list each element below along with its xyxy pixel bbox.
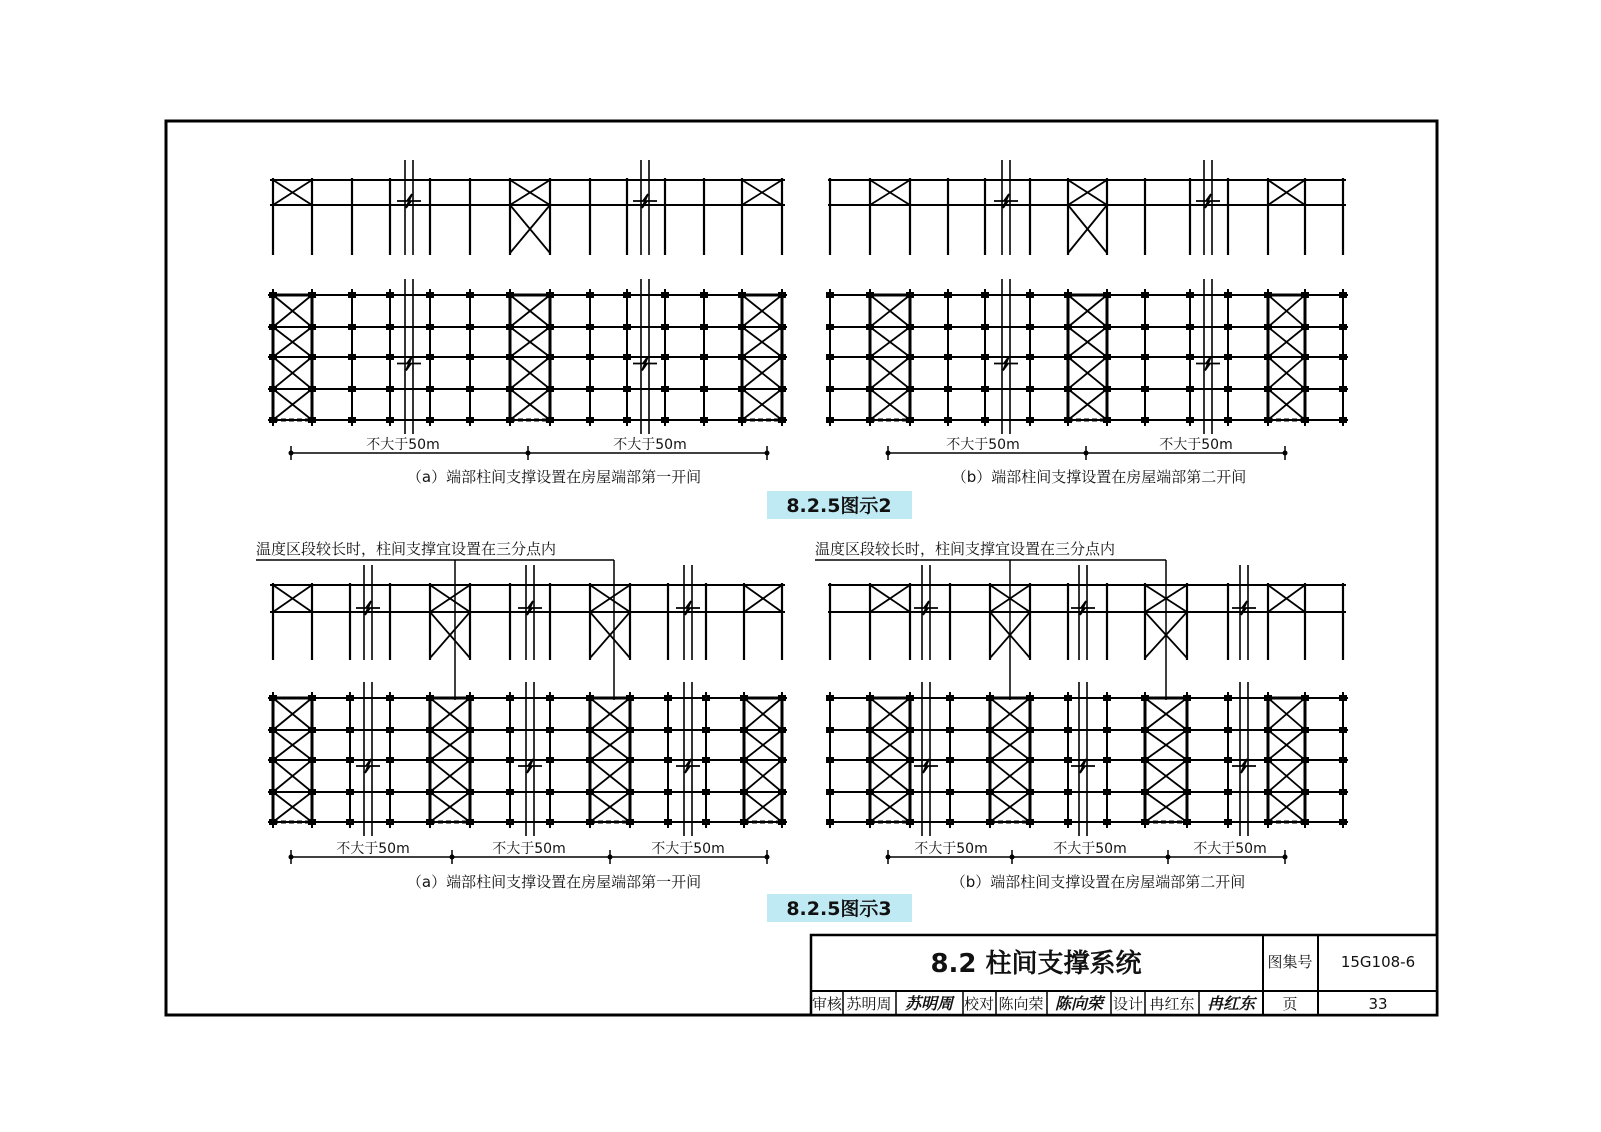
column-dot	[348, 417, 356, 423]
column-dot	[661, 324, 669, 330]
column-dot	[1026, 417, 1034, 423]
column-dot	[826, 819, 834, 825]
checker-name: 陈向荣	[998, 995, 1044, 1013]
column-dot	[702, 819, 710, 825]
column-dot	[826, 695, 834, 701]
column-dot	[386, 789, 394, 795]
page-label: 页	[1282, 995, 1298, 1013]
column-dot	[700, 386, 708, 392]
column-dot	[1339, 789, 1347, 795]
column-dot	[1026, 386, 1034, 392]
column-dot	[346, 727, 354, 733]
title-block-title: 8.2 柱间支撑系统	[930, 949, 1142, 979]
dimension-dot	[886, 451, 891, 456]
column-dot	[466, 292, 474, 298]
diagram-fig2-a	[268, 160, 787, 460]
column-dot	[1224, 354, 1232, 360]
fig2-a-dim-2: 不大于50m	[613, 437, 687, 453]
fig3-b-dim-1: 不大于50m	[914, 841, 988, 857]
column-dot	[1224, 819, 1232, 825]
diagram-fig2-b	[826, 160, 1348, 460]
column-dot	[664, 727, 672, 733]
fig2-a-caption: （a）端部柱间支撑设置在房屋端部第一开间	[406, 468, 702, 486]
column-dot	[1141, 417, 1149, 423]
column-dot	[386, 324, 394, 330]
dimension-dot	[1166, 855, 1171, 860]
fig3-a-dim-2: 不大于50m	[492, 841, 566, 857]
sheet-frame	[166, 121, 1437, 1015]
column-dot	[661, 417, 669, 423]
column-dot	[506, 757, 514, 763]
column-dot	[664, 757, 672, 763]
column-dot	[702, 727, 710, 733]
fig2-b-dim-1: 不大于50m	[946, 437, 1020, 453]
dimension-dot	[765, 451, 770, 456]
review-label: 审核	[811, 995, 843, 1013]
break-zigzag	[518, 759, 542, 773]
column-dot	[664, 695, 672, 701]
column-dot	[661, 354, 669, 360]
column-dot	[1339, 695, 1347, 701]
break-zigzag	[633, 357, 657, 371]
column-dot	[346, 819, 354, 825]
fig3-label: 8.2.5图示3	[786, 898, 892, 920]
column-dot	[586, 324, 594, 330]
fig3-b-caption: （b）端部柱间支撑设置在房屋端部第二开间	[950, 873, 1246, 891]
column-dot	[1339, 354, 1347, 360]
column-dot	[1339, 417, 1347, 423]
column-dot	[623, 292, 631, 298]
fig3-a-dim-1: 不大于50m	[336, 841, 410, 857]
column-dot	[944, 324, 952, 330]
column-dot	[826, 727, 834, 733]
column-dot	[546, 819, 554, 825]
column-dot	[981, 354, 989, 360]
column-dot	[1064, 695, 1072, 701]
column-dot	[1224, 292, 1232, 298]
atlas-number: 15G108-6	[1340, 953, 1416, 971]
break-zigzag	[914, 759, 938, 773]
column-dot	[1141, 324, 1149, 330]
column-dot	[1186, 354, 1194, 360]
column-dot	[1064, 757, 1072, 763]
column-dot	[946, 727, 954, 733]
column-dot	[946, 819, 954, 825]
column-dot	[426, 354, 434, 360]
column-dot	[426, 417, 434, 423]
fig3-b-note: 温度区段较长时，柱间支撑宜设置在三分点内	[815, 540, 1116, 558]
column-dot	[623, 386, 631, 392]
check-label: 校对	[963, 995, 995, 1013]
column-dot	[946, 789, 954, 795]
column-dot	[386, 727, 394, 733]
design-label: 设计	[1112, 995, 1144, 1013]
column-dot	[546, 695, 554, 701]
column-dot	[1064, 789, 1072, 795]
column-dot	[426, 386, 434, 392]
column-dot	[586, 354, 594, 360]
column-dot	[946, 695, 954, 701]
column-dot	[546, 727, 554, 733]
column-dot	[506, 789, 514, 795]
column-dot	[826, 417, 834, 423]
break-zigzag	[356, 759, 380, 773]
column-dot	[661, 292, 669, 298]
column-dot	[386, 354, 394, 360]
column-dot	[1103, 695, 1111, 701]
dimension-dot	[1010, 855, 1015, 860]
column-dot	[386, 695, 394, 701]
fig3-b-dim-2: 不大于50m	[1053, 841, 1127, 857]
column-dot	[623, 417, 631, 423]
column-dot	[1064, 727, 1072, 733]
column-dot	[546, 757, 554, 763]
column-dot	[700, 292, 708, 298]
column-dot	[506, 695, 514, 701]
reviewer-name: 苏明周	[846, 995, 892, 1013]
column-dot	[1141, 292, 1149, 298]
dimension-dot	[765, 855, 770, 860]
column-dot	[1224, 757, 1232, 763]
column-dot	[426, 324, 434, 330]
diagram-fig3-a	[256, 560, 787, 864]
dimension-dot	[450, 855, 455, 860]
column-dot	[1026, 292, 1034, 298]
column-dot	[386, 819, 394, 825]
fig3-b-dim-3: 不大于50m	[1193, 841, 1267, 857]
column-dot	[348, 292, 356, 298]
break-zigzag	[1071, 759, 1095, 773]
column-dot	[1224, 324, 1232, 330]
designer-name: 冉红东	[1149, 995, 1195, 1013]
column-dot	[664, 819, 672, 825]
diagram-fig3-b	[815, 560, 1348, 864]
fig3-a-caption: （a）端部柱间支撑设置在房屋端部第一开间	[406, 873, 702, 891]
page-number: 33	[1368, 995, 1388, 1013]
dimension-dot	[1283, 451, 1288, 456]
column-dot	[546, 789, 554, 795]
column-dot	[1339, 819, 1347, 825]
column-dot	[466, 324, 474, 330]
dimension-dot	[1283, 855, 1288, 860]
reviewer-signature: 苏明周	[904, 994, 954, 1013]
column-dot	[1339, 324, 1347, 330]
column-dot	[346, 757, 354, 763]
column-dot	[466, 417, 474, 423]
fig3-a-note: 温度区段较长时，柱间支撑宜设置在三分点内	[256, 540, 557, 558]
column-dot	[826, 354, 834, 360]
column-dot	[1224, 727, 1232, 733]
column-dot	[981, 386, 989, 392]
break-zigzag	[397, 357, 421, 371]
column-dot	[1103, 819, 1111, 825]
column-dot	[1141, 386, 1149, 392]
column-dot	[348, 324, 356, 330]
column-dot	[700, 417, 708, 423]
column-dot	[981, 324, 989, 330]
fig2-b-caption: （b）端部柱间支撑设置在房屋端部第二开间	[951, 468, 1247, 486]
column-dot	[586, 386, 594, 392]
column-dot	[700, 324, 708, 330]
fig2-b-dim-2: 不大于50m	[1159, 437, 1233, 453]
column-dot	[702, 695, 710, 701]
column-dot	[386, 292, 394, 298]
column-dot	[944, 417, 952, 423]
dimension-dot	[289, 855, 294, 860]
column-dot	[661, 386, 669, 392]
column-dot	[1224, 695, 1232, 701]
column-dot	[826, 757, 834, 763]
dimension-dot	[1084, 451, 1089, 456]
column-dot	[1186, 324, 1194, 330]
column-dot	[1103, 727, 1111, 733]
column-dot	[506, 819, 514, 825]
break-zigzag	[1232, 759, 1256, 773]
column-dot	[1224, 386, 1232, 392]
column-dot	[466, 386, 474, 392]
column-dot	[1103, 757, 1111, 763]
fig2-label: 8.2.5图示2	[786, 495, 892, 517]
column-dot	[702, 757, 710, 763]
column-dot	[386, 386, 394, 392]
column-dot	[348, 354, 356, 360]
column-dot	[1224, 789, 1232, 795]
column-dot	[702, 789, 710, 795]
column-dot	[506, 727, 514, 733]
column-dot	[1026, 354, 1034, 360]
column-dot	[1064, 819, 1072, 825]
column-dot	[1026, 324, 1034, 330]
column-dot	[700, 354, 708, 360]
dimension-dot	[608, 855, 613, 860]
column-dot	[1339, 292, 1347, 298]
dimension-dot	[289, 451, 294, 456]
column-dot	[1186, 417, 1194, 423]
column-dot	[426, 292, 434, 298]
column-dot	[981, 417, 989, 423]
break-zigzag	[676, 759, 700, 773]
column-dot	[623, 324, 631, 330]
column-dot	[586, 292, 594, 298]
column-dot	[586, 417, 594, 423]
column-dot	[946, 757, 954, 763]
column-dot	[346, 695, 354, 701]
designer-signature: 冉红东	[1206, 994, 1256, 1013]
column-dot	[1339, 757, 1347, 763]
fig2-a-dim-1: 不大于50m	[366, 437, 440, 453]
column-dot	[944, 386, 952, 392]
break-zigzag	[994, 357, 1018, 371]
dimension-dot	[526, 451, 531, 456]
column-dot	[1339, 386, 1347, 392]
column-dot	[1186, 292, 1194, 298]
column-dot	[1103, 789, 1111, 795]
column-dot	[1339, 727, 1347, 733]
column-dot	[386, 757, 394, 763]
column-dot	[1224, 417, 1232, 423]
dimension-dot	[886, 855, 891, 860]
fig3-a-dim-3: 不大于50m	[651, 841, 725, 857]
column-dot	[386, 417, 394, 423]
column-dot	[944, 354, 952, 360]
column-dot	[623, 354, 631, 360]
column-dot	[826, 789, 834, 795]
column-dot	[346, 789, 354, 795]
column-dot	[1141, 354, 1149, 360]
column-dot	[981, 292, 989, 298]
column-dot	[944, 292, 952, 298]
column-dot	[1186, 386, 1194, 392]
column-dot	[826, 292, 834, 298]
column-dot	[826, 324, 834, 330]
column-dot	[348, 386, 356, 392]
column-dot	[826, 386, 834, 392]
atlas-label: 图集号	[1267, 953, 1313, 971]
break-zigzag	[1196, 357, 1220, 371]
column-dot	[466, 354, 474, 360]
checker-signature: 陈向荣	[1054, 994, 1104, 1013]
column-dot	[664, 789, 672, 795]
